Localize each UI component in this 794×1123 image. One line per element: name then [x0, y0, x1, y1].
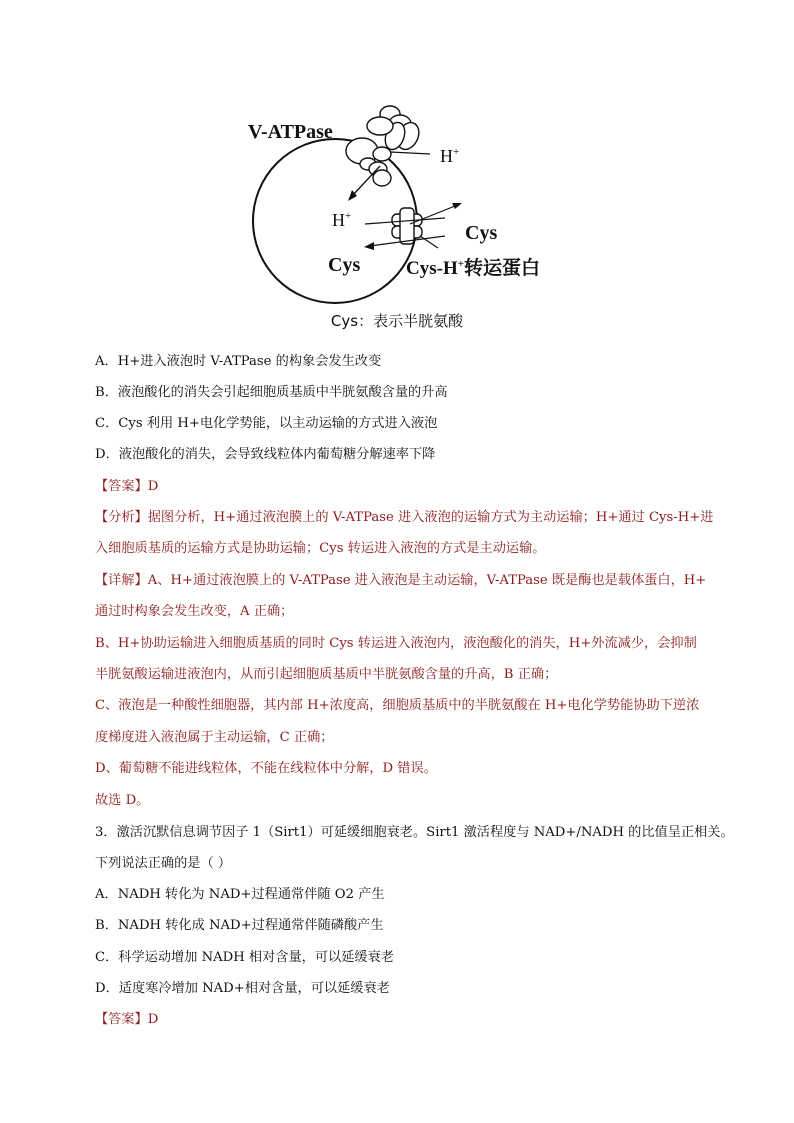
q2-detail-c-line-2: 度梯度进入液泡属于主动运输，C 正确；	[95, 730, 334, 745]
label-v-atpase: V-ATPase	[248, 121, 333, 143]
q2-detail-d: D、葡萄糖不能进线粒体，不能在线粒体中分解，D 错误。	[95, 761, 437, 776]
figure-caption: Cys：表示半胱氨酸	[330, 312, 464, 330]
q3-option-b: B．NADH 转化成 NAD+过程通常伴随磷酸产生	[95, 918, 384, 933]
q3-option-c: C．科学运动增加 NADH 相对含量，可以延缓衰老	[95, 950, 394, 965]
q3-option-d: D．适度寒冷增加 NAD+相对含量，可以延缓衰老	[95, 981, 390, 996]
q2-option-b: B．液泡酸化的消失会引起细胞质基质中半胱氨酸含量的升高	[95, 385, 448, 400]
answer-tag: 【答案】	[95, 479, 148, 494]
q3-answer	[95, 1013, 158, 1026]
q3-stem-line-2: 下列说法正确的是（ ）	[95, 856, 232, 871]
answer-tag: 【答案】	[95, 1012, 148, 1027]
q2-answer	[95, 480, 158, 493]
q2-detail-b-line-1: B、H+协助运输进入细胞质基质的同时 Cys 转运进入液泡内，液泡酸化的消失，H+外流减少，会抑制	[95, 636, 697, 651]
detail-tag: 【详解】	[95, 573, 148, 588]
label-cys-h-transporter: Cys-H+转运蛋白	[406, 257, 541, 279]
q2-detail-a-line-1: 【详解】A、H+通过液泡膜上的 V-ATPase 进入液泡是主动运输，V-ATPase 既是酶也是载体蛋白，H+	[95, 573, 707, 588]
answer-value: D	[147, 479, 159, 494]
q2-detail-b-line-2: 半胱氨酸运输进液泡内，从而引起细胞质基质中半胱氨酸含量的升高，B 正确；	[95, 667, 558, 682]
answer-value: D	[147, 1012, 159, 1027]
q2-option-c: C．Cys 利用 H+电化学势能，以主动运输的方式进入液泡	[95, 416, 438, 431]
label-cys-inside: Cys	[328, 254, 361, 276]
q2-option-d: D．液泡酸化的消失，会导致线粒体内葡萄糖分解速率下降	[95, 447, 436, 462]
label-h-inside: H+	[332, 210, 352, 230]
q3-stem-line-1: 3．激活沉默信息调节因子 1（Sirt1）可延缓细胞衰老。Sirt1 激活程度与 NAD+/NADH 的比值呈正相关。	[95, 825, 734, 840]
vacuole-diagram	[240, 96, 580, 336]
label-h-outside: H+	[440, 146, 460, 166]
q2-conclusion: 故选 D。	[95, 793, 150, 808]
v-atpase-shape	[346, 106, 423, 186]
label-cys-outside: Cys	[465, 222, 498, 244]
q3-option-a: A．NADH 转化为 NAD+过程通常伴随 O2 产生	[95, 887, 385, 902]
vacuole-figure	[240, 96, 580, 336]
analysis-tag: 【分析】	[95, 510, 148, 525]
q2-analysis-line-2: 入细胞质基质的运输方式是协助运输；Cys 转运进入液泡的方式是主动运输。	[95, 541, 546, 556]
q2-analysis-line-1: 【分析】据图分析，H+通过液泡膜上的 V-ATPase 进入液泡的运输方式为主动运输；H+通过 Cys-H+进	[95, 510, 714, 525]
q2-detail-a-line-2: 通过时构象会发生改变，A 正确；	[95, 604, 294, 619]
q2-option-a: A．H+进入液泡时 V-ATPase 的构象会发生改变	[95, 354, 382, 369]
q2-detail-c-line-1: C、液泡是一种酸性细胞器，其内部 H+浓度高，细胞质基质中的半胱氨酸在 H+电化学势能协助下逆浓	[95, 698, 700, 713]
cys-h-transporter-shape	[392, 208, 422, 244]
